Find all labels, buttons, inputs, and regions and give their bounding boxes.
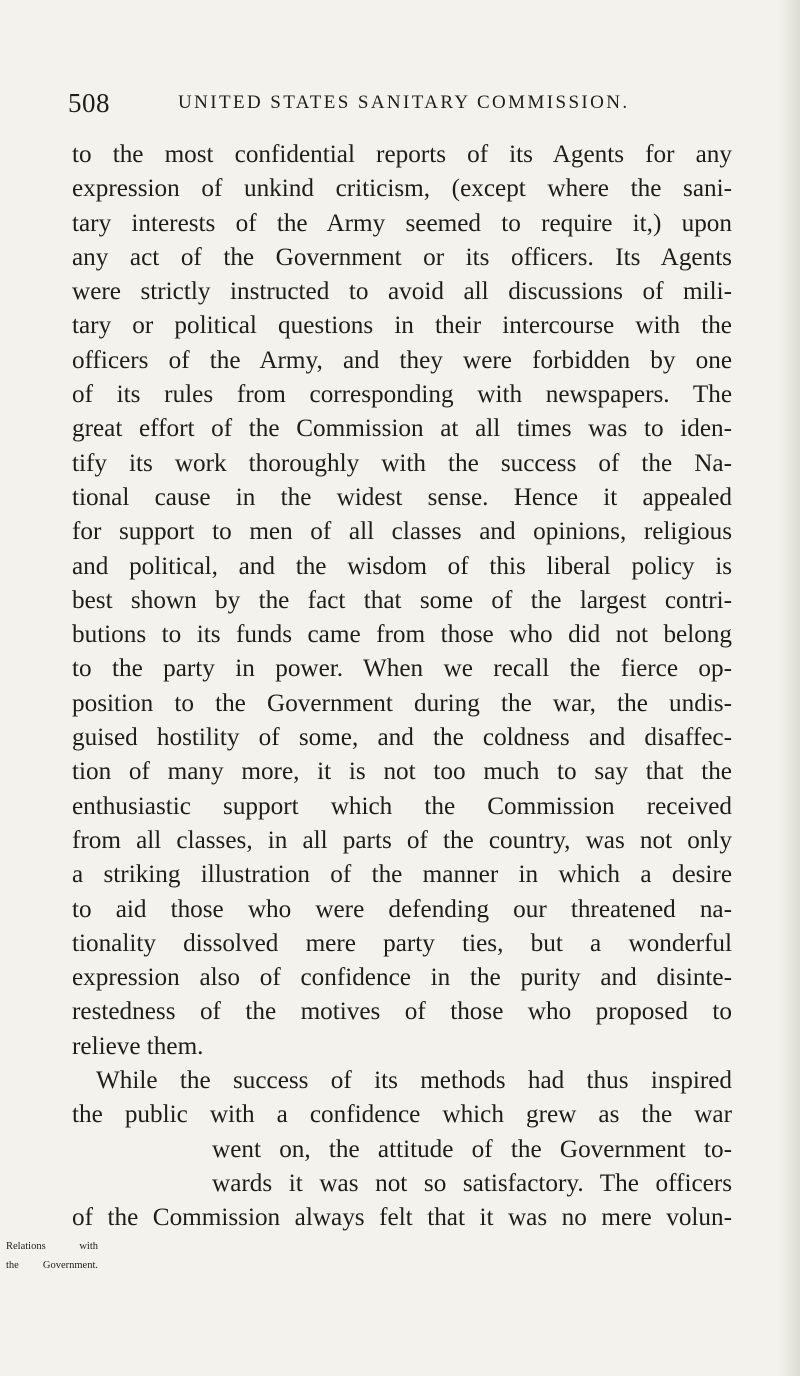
page-edge-shadow (778, 0, 800, 1376)
text-line: were strictly instructed to avoid all discussions of mili- (72, 278, 732, 306)
text-line: wards it was not so satisfactory. The officers (212, 1169, 732, 1197)
text-line: to aid those who were defending our threatened na- (72, 895, 732, 923)
text-line: the public with a confidence which grew as the war (72, 1101, 732, 1129)
text-line: officers of the Army, and they were forbidden by one (72, 346, 732, 374)
text-line: guised hostility of some, and the coldness and disaffec- (72, 724, 732, 752)
text-line: tary interests of the Army seemed to require it,) upon (72, 209, 732, 237)
margin-note (6, 1240, 98, 1272)
text-line: of the Commission always felt that it was no mere volun- (72, 1204, 732, 1232)
text-line: tional cause in the widest sense. Hence it appealed (72, 483, 732, 511)
text-line: a striking illustration of the manner in which a desire (72, 861, 732, 889)
text-line: enthusiastic support which the Commission received (72, 792, 732, 820)
page-number: 508 (68, 88, 110, 118)
text-line: from all classes, in all parts of the country, was not only (72, 826, 732, 854)
text-line: for support to men of all classes and opinions, religious (72, 518, 732, 546)
text-line: great effort of the Commission at all times was to iden- (72, 415, 732, 443)
page-header (68, 88, 728, 120)
margin-note-line: the Government. (6, 1260, 98, 1271)
text-line: expression of unkind criticism, (except where the sani- (72, 175, 732, 203)
text-line: to the party in power. When we recall the fierce op- (72, 655, 732, 683)
text-line: of its rules from corresponding with newspapers. The (72, 381, 732, 409)
text-line: position to the Government during the war, the undis- (72, 689, 732, 717)
running-title: UNITED STATES SANITARY COMMISSION. (178, 92, 630, 113)
text-line: butions to its funds came from those who did not belong (72, 621, 732, 649)
text-line: any act of the Government or its officers. Its Agents (72, 243, 732, 271)
text-line: tion of many more, it is not too much to say that the (72, 758, 732, 786)
text-line: best shown by the fact that some of the largest contri- (72, 586, 732, 614)
text-line: expression also of confidence in the purity and disinte- (72, 964, 732, 992)
text-line: tionality dissolved mere party ties, but a wonderful (72, 929, 732, 957)
text-line: to the most confidential reports of its Agents for any (72, 141, 732, 168)
text-line: While the success of its methods had thus inspired (96, 1067, 732, 1095)
margin-note-line: Relations with (6, 1241, 98, 1252)
text-line: and political, and the wisdom of this liberal policy is (72, 552, 732, 580)
text-line: relieve them. (72, 1032, 204, 1060)
text-line: tary or political questions in their intercourse with the (72, 312, 732, 340)
text-line: tify its work thoroughly with the success of the Na- (72, 449, 732, 477)
body-text (72, 138, 732, 1236)
text-line: restedness of the motives of those who proposed to (72, 998, 732, 1026)
text-line: went on, the attitude of the Government to- (212, 1135, 732, 1163)
